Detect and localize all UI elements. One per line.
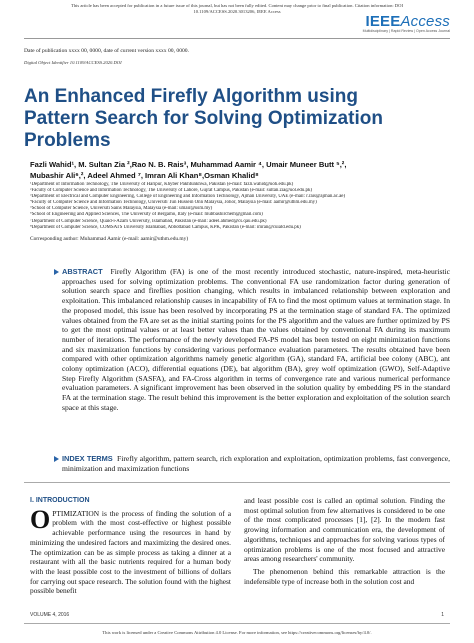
intro-paragraph-2: The phenomenon behind this remarkable attraction is the indefensible type of increase both in the solution cost and (244, 566, 445, 586)
index-terms (62, 454, 450, 473)
authors-line-1: Fazli Wahid¹, M. Sultan Zia ²,Rao N. B. Rais³, Muhammad Aamir ⁴, Umair Muneer Butt ⁵,², (30, 160, 347, 169)
index-terms-text: Firefly algorithm, pattern search, rich exploration and exploitation, optimization problems, fast convergence, minimization and maximization functions (62, 454, 450, 473)
logo-product: Access (400, 13, 450, 30)
section-rule (24, 482, 450, 483)
affiliation-3: ³Department of Electrical and Computer Engineering, College of Engineering and Information Technology, Ajman University, UAE (e-mail: r.rais@ajman.ac.ae) (30, 194, 346, 200)
drop-cap: O (30, 504, 51, 534)
author-list (30, 160, 450, 181)
abstract-label: ABSTRACT (62, 267, 103, 276)
affiliation-8: ⁸Department of Computer Science, COMSATS University Islamabad, Abbottabad Campus, KPK, Pakistan (e-mail: imran@cuiatd.edu.pk) (30, 224, 301, 230)
affiliations (30, 182, 450, 231)
publication-dates: Date of publication xxxx 00, 0000, date of current version xxxx 00, 0000. (24, 48, 189, 54)
abstract-text: Firefly Algorithm (FA) is one of the most recently introduced stochastic, nature-inspired, meta-heuristic approaches used for solving optimization problems. The conventional FA use randomization factor during generation of solution search space and fireflies position changing, which results in imbalanced relationship between exploration and exploitation. This imbalanced relationship causes in incapability of FA to find the most optimum values at termination stage. In the proposed model, this issue has been resolved by incorporating PS at the termination stage of standard FA. The optimized values obtained from the FA are set as the initial starting points for the PS algorithm and the values are further optimized by PS to get the most optimal values or at least better values than the values obtained by conventional FA during its maximum number of iterations. The performance of the newly developed FA-PS model has been tested on eight minimization functions and six maximization functions by considering various performance evaluation parameters. The results obtained have been compared with other optimization algorithms namely genetic algorithm (GA), standard FA, artificial bee colony (ABC), ant colony optimization (ACO), differential equations (DE), bat algorithm (BA), grey wolf optimization (GWO), Self-Adaptive Step Firefly Algorithm (SASFA), and FA-Cross algorithm in terms of convergence rate and various numerical performance evaluation parameters. A significant improvement has been observed in the solution quality by embedding PS in the standard FA at the termination stage. The result behind this improvement is the better exploration and exploitation of the solution search space at this stage. (62, 267, 450, 412)
doi-line: Digital Object Identifier 10.1109/ACCESS.2020.DOI (24, 60, 122, 65)
affiliation-5: ⁵School of Computer Science, Universiti Sains Malaysia, Malaysia (e-mail: umair@usm.my) (30, 206, 213, 212)
notice-line-1: This article has been accepted for publication in a future issue of this journal, but has not been fully edited. Content may change prior to final publication. Citation information: DOI (71, 3, 403, 8)
intro-paragraph-1-cont: and least possible cost is called an optimal solution. Finding the most optimal solution from few alternatives is considered to be one of the most complicated processes [1], [2]. In the modern fast growing information and communication era, the development of algorithms, techniques and approaches for solving various types of optimization problems is one of the most focused and attractive areas among researchers' community. (244, 496, 445, 564)
abstract-marker-icon (54, 269, 59, 275)
affiliation-2: ²Faculty of Computer Science and Information Technology, The University of Lahore, Gujrat Campus, Pakistan (e-mail: sultan.zia@uol.edu.pk) (30, 188, 313, 194)
left-column (30, 496, 231, 596)
affiliation-4: ⁴Faculty of Computer Science and Information Technology, Universiti Tun Hussein Onn Malaysia, Johor, Malaysia (e-mail: aamir@uthm.edu.my) (30, 200, 317, 206)
page-number: 1 (441, 612, 444, 618)
index-terms-label: INDEX TERMS (62, 454, 113, 463)
license-notice: This work is licensed under a Creative Commons Attribution 4.0 License. For more information, see https://creativecommons.org/licenses/by/4.0/. (102, 630, 372, 635)
logo-brand: IEEE (365, 13, 401, 30)
index-terms-marker-icon (54, 456, 59, 462)
abstract (62, 267, 450, 413)
corresponding-author: Corresponding author: Muhammad Aamir (e-mail: aamir@uthm.edu.my) (30, 236, 189, 242)
intro-paragraph-1 (30, 504, 231, 596)
intro-paragraph-1-text: PTIMIZATION is the process of finding the solution of a problem with the most cost-effective or highest possible achievable performance using the resources in hand by minimizing the undesired factors and maximizing the desired ones. The optimization can be as simple process as taking a dinner at a restaurant with all the basic nutrients required for a human body with the least possible cost to the investment of billions of dollars for carrying out space research. The solution found with the highest possible benefit (30, 508, 231, 596)
authors-line-2: Mubashir Ali⁶,², Adeel Ahmed ⁷, Imran Ali Khan⁸,Osman Khalid⁸ (30, 170, 259, 180)
header-rule (24, 38, 450, 39)
section-heading-introduction: I. INTRODUCTION (30, 497, 90, 504)
logo-tagline: Multidisciplinary | Rapid Review | Open Access Journal (362, 29, 450, 33)
notice-line-2: 10.1109/ACCESS.2020.3013206, IEEE Access (193, 9, 281, 14)
footer-rule (24, 623, 450, 624)
affiliation-7: ⁷Department of Computer Science, Quaid-i-Azam University, Islamabad, Pakistan (e-mail: adeel.ahmed@cs.qau.edu.pk) (30, 218, 267, 224)
affiliation-6: ⁶School of Engineering and Applied Sciences, The University of Bergamo, Italy (e-mail: mubbashirchem@gmail.com) (30, 212, 263, 218)
affiliation-1: ¹Department of Information Technology, The University of Haripur, Khyber Pakhtunkhwa, Pakistan (e-mail: fazli.wahid@uoh.edu.pk) (30, 182, 294, 187)
ieee-access-logo (363, 14, 450, 34)
volume-label: VOLUME 4, 2016 (30, 612, 70, 618)
paper-title: An Enhanced Firefly Algorithm using Pattern Search for Solving Optimization Problems (24, 86, 383, 151)
right-column (244, 496, 445, 586)
